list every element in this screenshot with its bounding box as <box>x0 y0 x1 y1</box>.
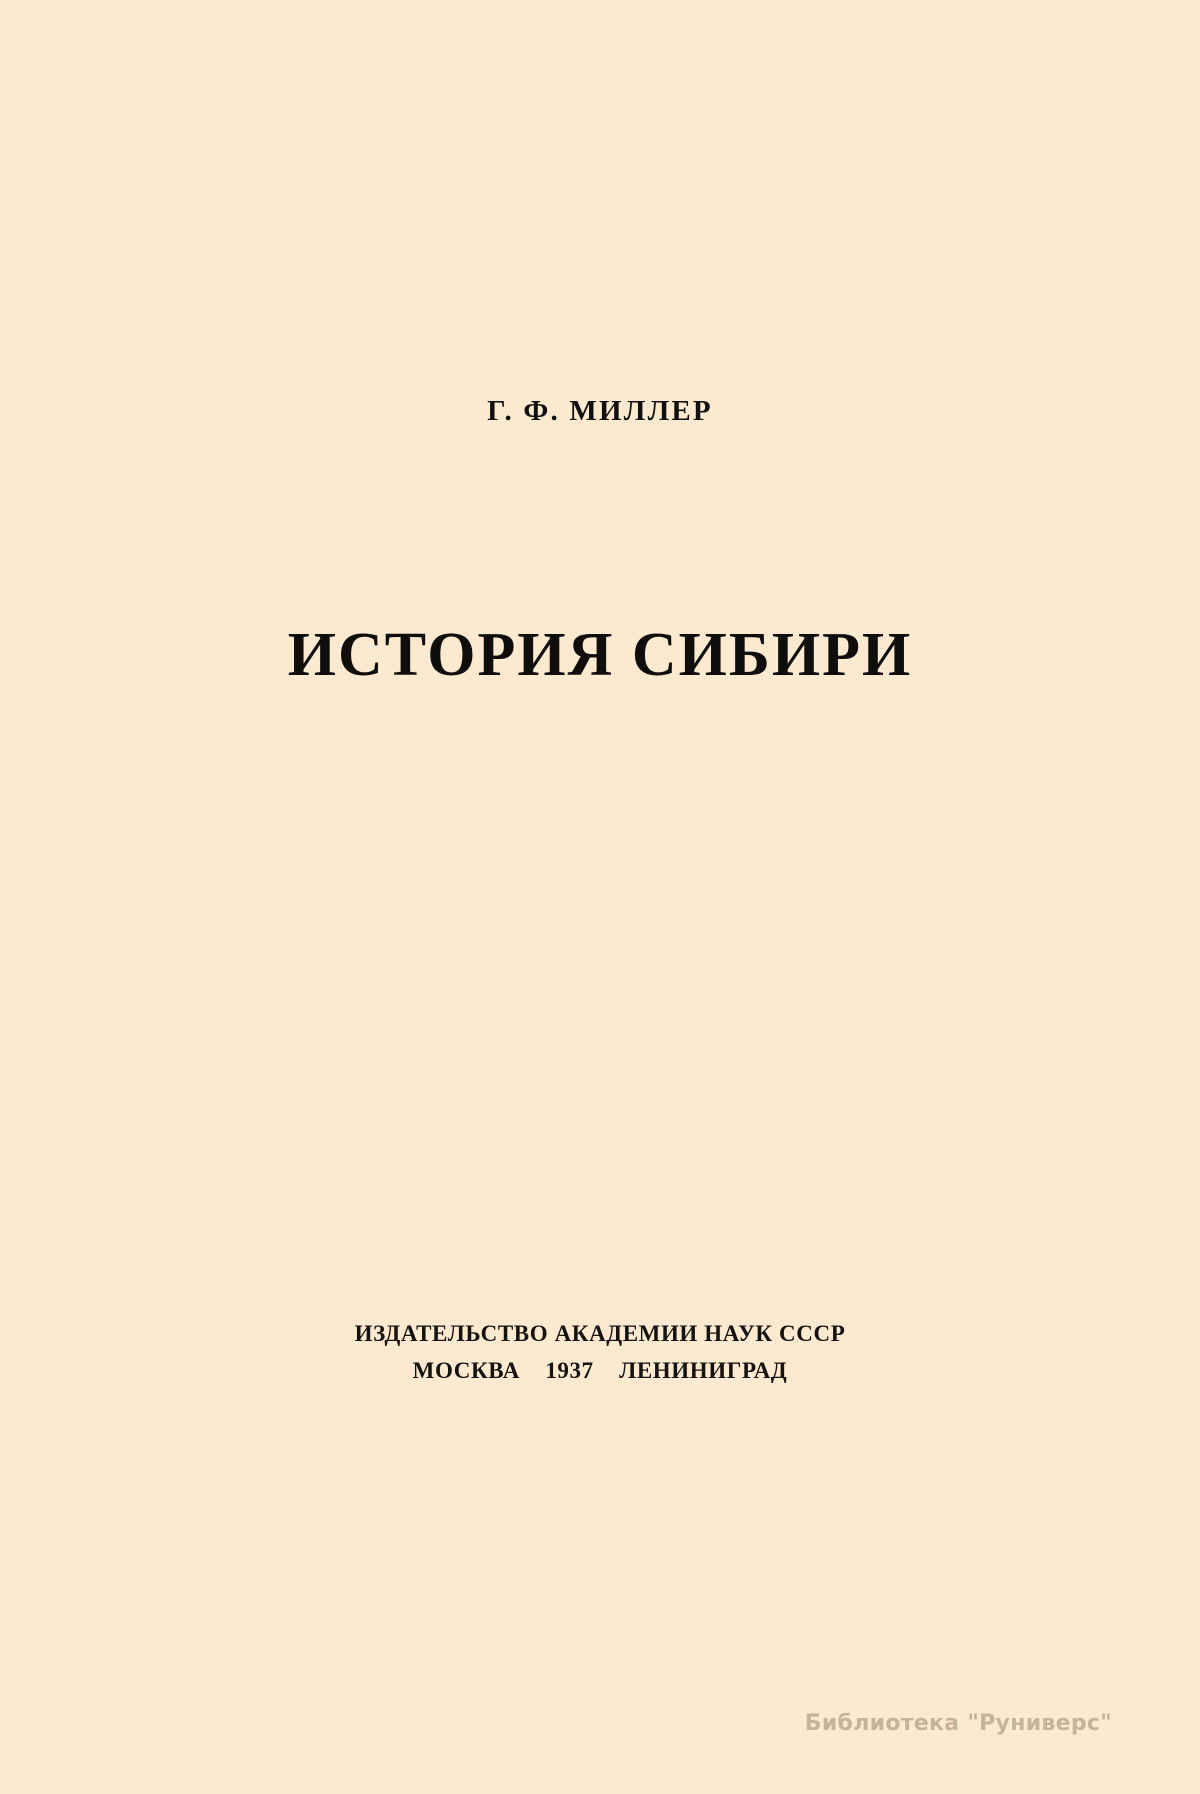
author-name: Г. Ф. МИЛЛЕР <box>487 395 713 427</box>
publisher-name: ИЗДАТЕЛЬСТВО АКАДЕМИИ НАУК СССР <box>354 1321 846 1346</box>
library-watermark: Библиотека "Руниверс" <box>804 1711 1112 1736</box>
imprint-block <box>0 1318 1200 1386</box>
city-and-year: МОСКВА 1937 ЛЕНИНИГРАД <box>412 1358 788 1384</box>
page-title: ИСТОРИЯ СИБИРИ <box>287 621 913 689</box>
